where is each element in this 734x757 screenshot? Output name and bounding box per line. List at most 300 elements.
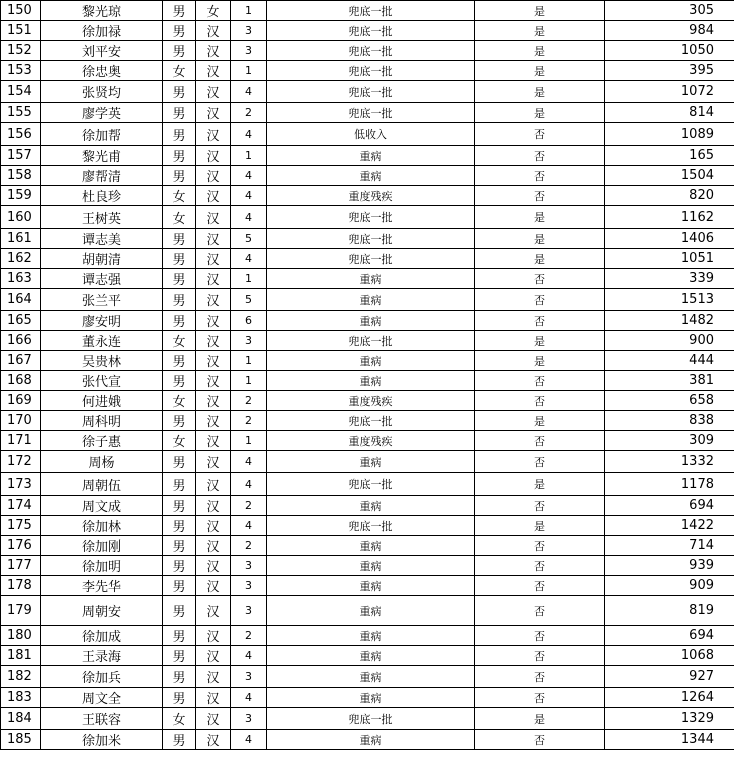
household-size-cell: 3 xyxy=(231,331,267,351)
row-number: 163 xyxy=(1,269,41,289)
amount-cell: 165 xyxy=(605,146,734,166)
name-cell: 徐加林 xyxy=(41,516,163,536)
status-flag-cell: 否 xyxy=(475,431,605,451)
status-flag-cell: 是 xyxy=(475,708,605,730)
status-flag-cell: 否 xyxy=(475,451,605,473)
household-size-cell: 4 xyxy=(231,730,267,750)
ethnicity-cell: 汉 xyxy=(196,331,231,351)
sex-cell: 女 xyxy=(163,431,196,451)
name-cell: 谭志强 xyxy=(41,269,163,289)
assistance-type-cell: 重病 xyxy=(267,351,475,371)
row-number: 150 xyxy=(1,1,41,21)
sex-cell: 男 xyxy=(163,688,196,708)
household-size-cell: 1 xyxy=(231,1,267,21)
ethnicity-cell: 汉 xyxy=(196,81,231,103)
row-number: 180 xyxy=(1,626,41,646)
row-number: 155 xyxy=(1,103,41,123)
household-size-cell: 1 xyxy=(231,269,267,289)
ethnicity-cell: 汉 xyxy=(196,708,231,730)
household-size-cell: 2 xyxy=(231,626,267,646)
row-number: 160 xyxy=(1,206,41,229)
status-flag-cell: 否 xyxy=(475,576,605,596)
ethnicity-cell: 汉 xyxy=(196,186,231,206)
household-size-cell: 4 xyxy=(231,186,267,206)
ethnicity-cell: 汉 xyxy=(196,351,231,371)
status-flag-cell: 是 xyxy=(475,229,605,249)
amount-cell: 838 xyxy=(605,411,734,431)
assistance-type-cell: 兜底一批 xyxy=(267,516,475,536)
table-row xyxy=(1,391,734,411)
status-flag-cell: 否 xyxy=(475,391,605,411)
household-size-cell: 3 xyxy=(231,666,267,688)
amount-cell: 909 xyxy=(605,576,734,596)
household-size-cell: 4 xyxy=(231,516,267,536)
amount-cell: 1504 xyxy=(605,166,734,186)
status-flag-cell: 否 xyxy=(475,556,605,576)
name-cell: 徐加明 xyxy=(41,556,163,576)
sex-cell: 男 xyxy=(163,146,196,166)
row-number: 179 xyxy=(1,596,41,626)
status-flag-cell: 否 xyxy=(475,371,605,391)
table-row xyxy=(1,123,734,146)
row-number: 153 xyxy=(1,61,41,81)
assistance-type-cell: 重病 xyxy=(267,646,475,666)
status-flag-cell: 是 xyxy=(475,103,605,123)
household-size-cell: 4 xyxy=(231,646,267,666)
row-number: 177 xyxy=(1,556,41,576)
table-body xyxy=(1,1,734,750)
row-number: 176 xyxy=(1,536,41,556)
amount-cell: 1072 xyxy=(605,81,734,103)
status-flag-cell: 否 xyxy=(475,536,605,556)
amount-cell: 305 xyxy=(605,1,734,21)
ethnicity-cell: 汉 xyxy=(196,473,231,496)
household-size-cell: 6 xyxy=(231,311,267,331)
status-flag-cell: 否 xyxy=(475,688,605,708)
amount-cell: 1329 xyxy=(605,708,734,730)
row-number: 162 xyxy=(1,249,41,269)
row-number: 161 xyxy=(1,229,41,249)
status-flag-cell: 是 xyxy=(475,331,605,351)
ethnicity-cell: 汉 xyxy=(196,646,231,666)
row-number: 183 xyxy=(1,688,41,708)
row-number: 159 xyxy=(1,186,41,206)
sex-cell: 男 xyxy=(163,516,196,536)
name-cell: 胡朝清 xyxy=(41,249,163,269)
sex-cell: 男 xyxy=(163,269,196,289)
sex-cell: 男 xyxy=(163,81,196,103)
sex-cell: 女 xyxy=(163,61,196,81)
name-cell: 周杨 xyxy=(41,451,163,473)
ethnicity-cell: 汉 xyxy=(196,451,231,473)
status-flag-cell: 是 xyxy=(475,351,605,371)
table-row xyxy=(1,331,734,351)
sex-cell: 男 xyxy=(163,576,196,596)
sex-cell: 男 xyxy=(163,249,196,269)
status-flag-cell: 否 xyxy=(475,269,605,289)
status-flag-cell: 否 xyxy=(475,146,605,166)
ethnicity-cell: 汉 xyxy=(196,556,231,576)
table-row xyxy=(1,646,734,666)
sex-cell: 男 xyxy=(163,556,196,576)
household-size-cell: 2 xyxy=(231,496,267,516)
assistance-type-cell: 重病 xyxy=(267,536,475,556)
name-cell: 廖学英 xyxy=(41,103,163,123)
ethnicity-cell: 汉 xyxy=(196,411,231,431)
status-flag-cell: 否 xyxy=(475,626,605,646)
sex-cell: 男 xyxy=(163,166,196,186)
amount-cell: 658 xyxy=(605,391,734,411)
table-row xyxy=(1,351,734,371)
name-cell: 张贤均 xyxy=(41,81,163,103)
name-cell: 李先华 xyxy=(41,576,163,596)
amount-cell: 1178 xyxy=(605,473,734,496)
row-number: 166 xyxy=(1,331,41,351)
amount-cell: 819 xyxy=(605,596,734,626)
assistance-type-cell: 重病 xyxy=(267,596,475,626)
sex-cell: 男 xyxy=(163,229,196,249)
table-row xyxy=(1,1,734,21)
assistance-type-cell: 重病 xyxy=(267,688,475,708)
table-row xyxy=(1,81,734,103)
assistance-type-cell: 重度残疾 xyxy=(267,391,475,411)
sex-cell: 男 xyxy=(163,730,196,750)
row-number: 156 xyxy=(1,123,41,146)
table-row xyxy=(1,166,734,186)
amount-cell: 939 xyxy=(605,556,734,576)
sex-cell: 男 xyxy=(163,351,196,371)
status-flag-cell: 是 xyxy=(475,81,605,103)
ethnicity-cell: 汉 xyxy=(196,371,231,391)
ethnicity-cell: 汉 xyxy=(196,166,231,186)
household-size-cell: 2 xyxy=(231,536,267,556)
name-cell: 徐忠奥 xyxy=(41,61,163,81)
household-size-cell: 5 xyxy=(231,229,267,249)
ethnicity-cell: 汉 xyxy=(196,206,231,229)
sex-cell: 男 xyxy=(163,666,196,688)
amount-cell: 1162 xyxy=(605,206,734,229)
amount-cell: 694 xyxy=(605,626,734,646)
status-flag-cell: 是 xyxy=(475,249,605,269)
table-row xyxy=(1,311,734,331)
status-flag-cell: 否 xyxy=(475,166,605,186)
amount-cell: 694 xyxy=(605,496,734,516)
sex-cell: 男 xyxy=(163,451,196,473)
status-flag-cell: 是 xyxy=(475,473,605,496)
household-size-cell: 4 xyxy=(231,688,267,708)
household-size-cell: 1 xyxy=(231,351,267,371)
ethnicity-cell: 汉 xyxy=(196,666,231,688)
amount-cell: 900 xyxy=(605,331,734,351)
status-flag-cell: 是 xyxy=(475,516,605,536)
name-cell: 徐加成 xyxy=(41,626,163,646)
amount-cell: 309 xyxy=(605,431,734,451)
assistance-type-cell: 兜底一批 xyxy=(267,61,475,81)
table-row xyxy=(1,61,734,81)
sex-cell: 女 xyxy=(163,206,196,229)
status-flag-cell: 是 xyxy=(475,41,605,61)
name-cell: 谭志美 xyxy=(41,229,163,249)
assistance-type-cell: 兜底一批 xyxy=(267,249,475,269)
table-row xyxy=(1,41,734,61)
ethnicity-cell: 汉 xyxy=(196,496,231,516)
amount-cell: 1332 xyxy=(605,451,734,473)
ethnicity-cell: 汉 xyxy=(196,576,231,596)
status-flag-cell: 是 xyxy=(475,1,605,21)
assistance-type-cell: 重度残疾 xyxy=(267,186,475,206)
amount-cell: 381 xyxy=(605,371,734,391)
sex-cell: 男 xyxy=(163,289,196,311)
name-cell: 刘平安 xyxy=(41,41,163,61)
assistance-type-cell: 重病 xyxy=(267,146,475,166)
name-cell: 周朝伍 xyxy=(41,473,163,496)
ethnicity-cell: 女 xyxy=(196,1,231,21)
assistance-type-cell: 兜底一批 xyxy=(267,41,475,61)
amount-cell: 395 xyxy=(605,61,734,81)
amount-cell: 714 xyxy=(605,536,734,556)
status-flag-cell: 否 xyxy=(475,730,605,750)
ethnicity-cell: 汉 xyxy=(196,311,231,331)
name-cell: 王树英 xyxy=(41,206,163,229)
household-size-cell: 4 xyxy=(231,166,267,186)
amount-cell: 1482 xyxy=(605,311,734,331)
assistance-type-cell: 低收入 xyxy=(267,123,475,146)
household-size-cell: 3 xyxy=(231,41,267,61)
amount-cell: 820 xyxy=(605,186,734,206)
sex-cell: 女 xyxy=(163,186,196,206)
ethnicity-cell: 汉 xyxy=(196,229,231,249)
table-row xyxy=(1,206,734,229)
amount-cell: 984 xyxy=(605,21,734,41)
assistance-type-cell: 重病 xyxy=(267,730,475,750)
row-number: 182 xyxy=(1,666,41,688)
row-number: 154 xyxy=(1,81,41,103)
name-cell: 吴贵林 xyxy=(41,351,163,371)
row-number: 169 xyxy=(1,391,41,411)
status-flag-cell: 是 xyxy=(475,411,605,431)
assistance-type-cell: 兜底一批 xyxy=(267,21,475,41)
table-row xyxy=(1,371,734,391)
table-row xyxy=(1,451,734,473)
status-flag-cell: 是 xyxy=(475,21,605,41)
row-number: 174 xyxy=(1,496,41,516)
assistance-type-cell: 重病 xyxy=(267,289,475,311)
sex-cell: 男 xyxy=(163,103,196,123)
table-row xyxy=(1,249,734,269)
sex-cell: 女 xyxy=(163,708,196,730)
ethnicity-cell: 汉 xyxy=(196,41,231,61)
name-cell: 周文成 xyxy=(41,496,163,516)
household-size-cell: 1 xyxy=(231,431,267,451)
amount-cell: 1422 xyxy=(605,516,734,536)
household-size-cell: 3 xyxy=(231,21,267,41)
household-size-cell: 4 xyxy=(231,451,267,473)
household-size-cell: 3 xyxy=(231,576,267,596)
row-number: 175 xyxy=(1,516,41,536)
assistance-type-cell: 重病 xyxy=(267,311,475,331)
name-cell: 董永连 xyxy=(41,331,163,351)
ethnicity-cell: 汉 xyxy=(196,269,231,289)
household-size-cell: 2 xyxy=(231,103,267,123)
household-size-cell: 4 xyxy=(231,473,267,496)
sex-cell: 男 xyxy=(163,473,196,496)
table-row xyxy=(1,289,734,311)
row-number: 170 xyxy=(1,411,41,431)
sex-cell: 女 xyxy=(163,391,196,411)
row-number: 151 xyxy=(1,21,41,41)
table-row xyxy=(1,229,734,249)
ethnicity-cell: 汉 xyxy=(196,626,231,646)
amount-cell: 1344 xyxy=(605,730,734,750)
name-cell: 张代宣 xyxy=(41,371,163,391)
name-cell: 徐子惠 xyxy=(41,431,163,451)
status-flag-cell: 否 xyxy=(475,289,605,311)
assistance-type-cell: 重病 xyxy=(267,496,475,516)
assistance-type-cell: 重病 xyxy=(267,666,475,688)
assistance-type-cell: 兜底一批 xyxy=(267,331,475,351)
row-number: 168 xyxy=(1,371,41,391)
sex-cell: 男 xyxy=(163,536,196,556)
sex-cell: 男 xyxy=(163,596,196,626)
status-flag-cell: 是 xyxy=(475,61,605,81)
household-size-cell: 1 xyxy=(231,371,267,391)
assistance-type-cell: 兜底一批 xyxy=(267,206,475,229)
household-size-cell: 4 xyxy=(231,123,267,146)
household-size-cell: 1 xyxy=(231,61,267,81)
status-flag-cell: 否 xyxy=(475,311,605,331)
status-flag-cell: 否 xyxy=(475,646,605,666)
amount-cell: 1264 xyxy=(605,688,734,708)
row-number: 171 xyxy=(1,431,41,451)
status-flag-cell: 否 xyxy=(475,186,605,206)
assistance-type-cell: 重病 xyxy=(267,556,475,576)
table-row xyxy=(1,473,734,496)
amount-cell: 1068 xyxy=(605,646,734,666)
table-row xyxy=(1,516,734,536)
row-number: 165 xyxy=(1,311,41,331)
ethnicity-cell: 汉 xyxy=(196,123,231,146)
name-cell: 廖帮清 xyxy=(41,166,163,186)
assistance-type-cell: 重病 xyxy=(267,626,475,646)
sex-cell: 男 xyxy=(163,123,196,146)
table-row xyxy=(1,536,734,556)
amount-cell: 1513 xyxy=(605,289,734,311)
household-size-cell: 5 xyxy=(231,289,267,311)
table-row xyxy=(1,666,734,688)
row-number: 185 xyxy=(1,730,41,750)
row-number: 167 xyxy=(1,351,41,371)
table-row xyxy=(1,556,734,576)
row-number: 164 xyxy=(1,289,41,311)
sex-cell: 男 xyxy=(163,41,196,61)
row-number: 152 xyxy=(1,41,41,61)
table-row xyxy=(1,103,734,123)
name-cell: 王录海 xyxy=(41,646,163,666)
status-flag-cell: 是 xyxy=(475,206,605,229)
assistance-type-cell: 重病 xyxy=(267,269,475,289)
table-row xyxy=(1,146,734,166)
assistance-type-cell: 兜底一批 xyxy=(267,411,475,431)
name-cell: 徐加刚 xyxy=(41,536,163,556)
table-row xyxy=(1,708,734,730)
household-size-cell: 2 xyxy=(231,411,267,431)
table-row xyxy=(1,626,734,646)
household-size-cell: 2 xyxy=(231,391,267,411)
amount-cell: 1050 xyxy=(605,41,734,61)
sex-cell: 男 xyxy=(163,311,196,331)
status-flag-cell: 否 xyxy=(475,123,605,146)
amount-cell: 814 xyxy=(605,103,734,123)
name-cell: 徐加帮 xyxy=(41,123,163,146)
status-flag-cell: 否 xyxy=(475,496,605,516)
ethnicity-cell: 汉 xyxy=(196,103,231,123)
amount-cell: 444 xyxy=(605,351,734,371)
name-cell: 黎光琼 xyxy=(41,1,163,21)
assistance-type-cell: 兜底一批 xyxy=(267,229,475,249)
amount-cell: 339 xyxy=(605,269,734,289)
ethnicity-cell: 汉 xyxy=(196,536,231,556)
sex-cell: 男 xyxy=(163,626,196,646)
table-row xyxy=(1,21,734,41)
household-size-cell: 4 xyxy=(231,206,267,229)
sex-cell: 男 xyxy=(163,496,196,516)
row-number: 158 xyxy=(1,166,41,186)
name-cell: 徐加兵 xyxy=(41,666,163,688)
amount-cell: 927 xyxy=(605,666,734,688)
assistance-type-cell: 重病 xyxy=(267,166,475,186)
table-row xyxy=(1,269,734,289)
row-number: 172 xyxy=(1,451,41,473)
name-cell: 徐加米 xyxy=(41,730,163,750)
ethnicity-cell: 汉 xyxy=(196,516,231,536)
household-size-cell: 3 xyxy=(231,556,267,576)
name-cell: 廖安明 xyxy=(41,311,163,331)
name-cell: 黎光甫 xyxy=(41,146,163,166)
amount-cell: 1089 xyxy=(605,123,734,146)
household-size-cell: 4 xyxy=(231,249,267,269)
sex-cell: 女 xyxy=(163,331,196,351)
name-cell: 徐加禄 xyxy=(41,21,163,41)
assistance-type-cell: 重度残疾 xyxy=(267,431,475,451)
table-row xyxy=(1,688,734,708)
sex-cell: 男 xyxy=(163,646,196,666)
name-cell: 张兰平 xyxy=(41,289,163,311)
amount-cell: 1406 xyxy=(605,229,734,249)
table-row xyxy=(1,596,734,626)
sex-cell: 男 xyxy=(163,371,196,391)
ethnicity-cell: 汉 xyxy=(196,289,231,311)
sex-cell: 男 xyxy=(163,1,196,21)
ethnicity-cell: 汉 xyxy=(196,391,231,411)
assistance-type-cell: 重病 xyxy=(267,371,475,391)
name-cell: 王联容 xyxy=(41,708,163,730)
name-cell: 杜良珍 xyxy=(41,186,163,206)
assistance-type-cell: 兜底一批 xyxy=(267,103,475,123)
ethnicity-cell: 汉 xyxy=(196,730,231,750)
row-number: 184 xyxy=(1,708,41,730)
row-number: 181 xyxy=(1,646,41,666)
assistance-type-cell: 兜底一批 xyxy=(267,473,475,496)
status-flag-cell: 否 xyxy=(475,596,605,626)
row-number: 173 xyxy=(1,473,41,496)
name-cell: 何进娥 xyxy=(41,391,163,411)
table-row xyxy=(1,496,734,516)
ethnicity-cell: 汉 xyxy=(196,596,231,626)
assistance-type-cell: 兜底一批 xyxy=(267,708,475,730)
name-cell: 周朝安 xyxy=(41,596,163,626)
sex-cell: 男 xyxy=(163,21,196,41)
assistance-type-cell: 重病 xyxy=(267,451,475,473)
